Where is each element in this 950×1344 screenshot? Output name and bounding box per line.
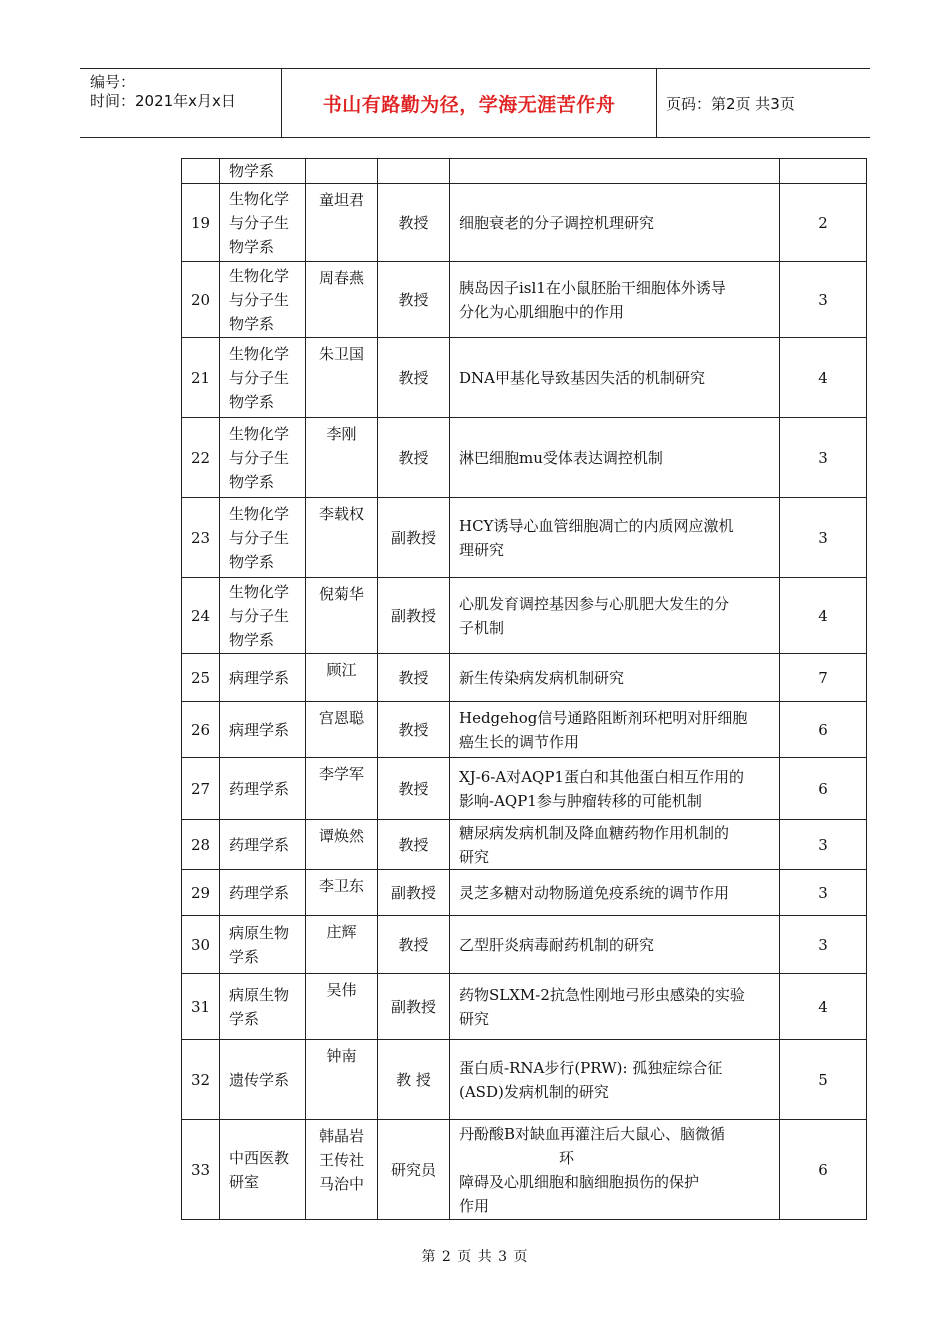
name-cell: [306, 702, 378, 758]
project-line: 灵芝多糖对动物肠道免疫系统的调节作用: [459, 883, 730, 902]
table-row: [182, 498, 867, 578]
name-line: 钟南: [326, 1047, 357, 1065]
name-line: 吴伟: [326, 981, 357, 999]
project-line: XJ-6-A对AQP1蛋白和其他蛋白相互作用的: [459, 767, 744, 786]
department-line: 物学系: [229, 552, 275, 571]
project-cell: [450, 1040, 780, 1120]
count-cell: 5: [780, 1040, 867, 1120]
title-cell: 副教授: [378, 974, 450, 1040]
table-row: [182, 338, 867, 418]
project-cell: [450, 654, 780, 702]
count-cell: 7: [780, 654, 867, 702]
document-number-label: 编号：: [90, 73, 136, 91]
row-index: 24: [182, 578, 220, 654]
row-index: 26: [182, 702, 220, 758]
department-line: 病理学系: [229, 720, 290, 739]
project-cell: [450, 1120, 780, 1220]
name-line: 李卫东: [318, 877, 364, 895]
department-cell: [220, 702, 306, 758]
project-line: 糖尿病发病机制及降血糖药物作用机制的: [459, 823, 730, 842]
name-line: 周春燕: [318, 269, 364, 287]
department-cell: [220, 974, 306, 1040]
row-index: 23: [182, 498, 220, 578]
project-line: 心肌发育调控基因参与心肌肥大发生的分: [459, 594, 730, 613]
department-line: 遗传学系: [229, 1070, 290, 1089]
row-index: 33: [182, 1120, 220, 1220]
table-row: [182, 974, 867, 1040]
department-line: 生物化学: [229, 266, 290, 285]
table-row: [182, 870, 867, 916]
department-line: 与分子生: [229, 448, 290, 467]
row-index: 29: [182, 870, 220, 916]
project-line: 淋巴细胞mu受体表达调控机制: [459, 448, 663, 467]
department-line: 与分子生: [229, 606, 290, 625]
department-line: 病原生物: [229, 985, 290, 1004]
department-line: 与分子生: [229, 368, 290, 387]
count-cell: 2: [780, 184, 867, 262]
page-header: [80, 68, 870, 138]
project-line: 研究: [459, 1009, 490, 1028]
header-motto: 书山有路勤为径，学海无涯苦作舟: [282, 69, 657, 137]
project-cell: [450, 974, 780, 1040]
department-line: 学系: [229, 1009, 260, 1028]
row-index: 21: [182, 338, 220, 418]
department-cell: [220, 578, 306, 654]
title-cell: 教授: [378, 758, 450, 820]
count-cell: [780, 159, 867, 184]
department-cell: [220, 916, 306, 974]
project-cell: [450, 578, 780, 654]
name-line: 顾江: [326, 661, 357, 679]
project-cell: [450, 338, 780, 418]
title-cell: 副教授: [378, 498, 450, 578]
department-cell: 物学系: [220, 159, 306, 184]
project-line: 乙型肝炎病毒耐药机制的研究: [459, 935, 655, 954]
row-index: 20: [182, 262, 220, 338]
project-line: Hedgehog信号通路阻断剂环杷明对肝细胞: [459, 708, 748, 727]
row-index: [182, 159, 220, 184]
count-cell: 4: [780, 338, 867, 418]
project-line: 分化为心肌细胞中的作用: [459, 302, 625, 321]
row-index: 31: [182, 974, 220, 1040]
title-cell: 教授: [378, 916, 450, 974]
header-page-info: 页码：第2页 共3页: [666, 94, 795, 113]
row-index: 25: [182, 654, 220, 702]
department-cell: [220, 418, 306, 498]
name-cell: [306, 916, 378, 974]
name-line: 庄辉: [326, 923, 357, 941]
title-cell: 副教授: [378, 870, 450, 916]
project-line: 研究: [459, 847, 490, 866]
department-line: 生物化学: [229, 504, 290, 523]
department-line: 研室: [229, 1172, 260, 1191]
project-cell: [450, 916, 780, 974]
department-line: 与分子生: [229, 213, 290, 232]
department-line: 病理学系: [229, 668, 290, 687]
department-line: 物学系: [229, 472, 275, 491]
name-cell: [306, 654, 378, 702]
project-cell: [450, 159, 780, 184]
name-cell: [306, 159, 378, 184]
project-line: 细胞衰老的分子调控机理研究: [459, 213, 655, 232]
project-cell: [450, 184, 780, 262]
name-line: 宫恩聪: [318, 709, 364, 727]
row-index: 22: [182, 418, 220, 498]
title-cell: 教授: [378, 338, 450, 418]
name-line: 韩晶岩: [318, 1127, 364, 1145]
table-row: [182, 654, 867, 702]
department-line: 物学系: [229, 392, 275, 411]
table-row: [182, 1120, 867, 1220]
name-line: 李刚: [326, 425, 357, 443]
table-row: [182, 184, 867, 262]
name-line: 童坦君: [318, 191, 364, 209]
table-row: [182, 758, 867, 820]
project-line: DNA甲基化导致基因失活的机制研究: [459, 368, 705, 387]
department-line: 药理学系: [229, 779, 290, 798]
department-line: 与分子生: [229, 290, 290, 309]
title-cell: 教授: [378, 262, 450, 338]
department-line: 生物化学: [229, 344, 290, 363]
project-line: 癌生长的调节作用: [459, 732, 580, 751]
name-cell: [306, 870, 378, 916]
project-line: 蛋白质-RNA步行(PRW): 孤独症综合征: [459, 1058, 723, 1077]
department-cell: [220, 820, 306, 870]
title-cell: 教授: [378, 184, 450, 262]
count-cell: 3: [780, 498, 867, 578]
department-cell: [220, 338, 306, 418]
header-meta: [80, 69, 282, 137]
table-row: [182, 916, 867, 974]
count-cell: 4: [780, 578, 867, 654]
row-index: 27: [182, 758, 220, 820]
project-cell: [450, 498, 780, 578]
row-index: 30: [182, 916, 220, 974]
title-cell: 教授: [378, 820, 450, 870]
department-line: 药理学系: [229, 835, 290, 854]
name-line: 李载权: [318, 505, 364, 523]
name-cell: [306, 974, 378, 1040]
project-cell: [450, 758, 780, 820]
department-line: 中西医教: [229, 1148, 290, 1167]
department-line: 学系: [229, 947, 260, 966]
row-index: 28: [182, 820, 220, 870]
project-line: 新生传染病发病机制研究: [459, 668, 625, 687]
project-cell: [450, 418, 780, 498]
faculty-project-table: [181, 158, 867, 1220]
project-line: 理研究: [459, 540, 505, 559]
count-cell: 6: [780, 758, 867, 820]
project-line: 环: [559, 1148, 575, 1167]
department-cell: [220, 184, 306, 262]
department-cell: [220, 870, 306, 916]
project-line: 作用: [459, 1196, 490, 1215]
table-row: [182, 820, 867, 870]
department-line: 物学系: [229, 314, 275, 333]
project-line: 子机制: [459, 618, 505, 637]
project-cell: [450, 262, 780, 338]
department-line: 生物化学: [229, 189, 290, 208]
table-row: [182, 1040, 867, 1120]
project-line: 药物SLXM-2抗急性刚地弓形虫感染的实验: [459, 985, 745, 1004]
count-cell: 3: [780, 418, 867, 498]
project-line: 胰岛因子isl1在小鼠胚胎干细胞体外诱导: [459, 278, 726, 297]
project-cell: [450, 820, 780, 870]
name-cell: [306, 1040, 378, 1120]
count-cell: 4: [780, 974, 867, 1040]
table-row: [182, 262, 867, 338]
name-cell: [306, 820, 378, 870]
name-line: 朱卫国: [318, 345, 364, 363]
title-cell: 教 授: [378, 1040, 450, 1120]
count-cell: 6: [780, 1120, 867, 1220]
department-cell: [220, 498, 306, 578]
project-line: 障碍及心肌细胞和脑细胞损伤的保护: [459, 1172, 700, 1191]
department-line: 药理学系: [229, 883, 290, 902]
department-cell: [220, 262, 306, 338]
name-cell: [306, 338, 378, 418]
count-cell: 6: [780, 702, 867, 758]
count-cell: 3: [780, 262, 867, 338]
title-cell: 教授: [378, 418, 450, 498]
table-row: [182, 702, 867, 758]
name-line: 谭焕然: [318, 827, 364, 845]
department-cell: [220, 758, 306, 820]
document-time-label: 时间：2021年x月x日: [90, 92, 236, 110]
count-cell: 3: [780, 820, 867, 870]
department-cell: [220, 1040, 306, 1120]
department-cell: [220, 654, 306, 702]
name-cell: [306, 418, 378, 498]
name-line: 李学军: [318, 765, 364, 783]
title-cell: 副教授: [378, 578, 450, 654]
department-line: 生物化学: [229, 424, 290, 443]
department-line: 与分子生: [229, 528, 290, 547]
title-cell: 研究员: [378, 1120, 450, 1220]
page-footer: 第 2 页 共 3 页: [421, 1249, 529, 1265]
department-line: 生物化学: [229, 582, 290, 601]
title-cell: 教授: [378, 654, 450, 702]
project-cell: [450, 870, 780, 916]
count-cell: 3: [780, 870, 867, 916]
project-line: (ASD)发病机制的研究: [459, 1082, 609, 1101]
department-cell: [220, 1120, 306, 1220]
name-cell: [306, 758, 378, 820]
name-line: 王传社: [318, 1151, 364, 1169]
row-index: 32: [182, 1040, 220, 1120]
name-cell: [306, 578, 378, 654]
title-cell: 教授: [378, 702, 450, 758]
name-cell: [306, 1120, 378, 1220]
name-cell: [306, 262, 378, 338]
department-line: 物学系: [229, 237, 275, 256]
project-cell: [450, 702, 780, 758]
name-line: 马治中: [318, 1175, 364, 1193]
title-cell: [378, 159, 450, 184]
row-index: 19: [182, 184, 220, 262]
name-line: 倪菊华: [318, 585, 364, 603]
department-line: 病原生物: [229, 923, 290, 942]
name-cell: [306, 498, 378, 578]
project-line: 影响-AQP1参与肿瘤转移的可能机制: [459, 791, 702, 810]
department-line: 物学系: [229, 630, 275, 649]
project-line: 丹酚酸B对缺血再灌注后大鼠心、脑微循: [459, 1124, 726, 1143]
name-cell: [306, 184, 378, 262]
count-cell: 3: [780, 916, 867, 974]
table-row: [182, 578, 867, 654]
table-row: [182, 159, 867, 184]
table-row: [182, 418, 867, 498]
project-line: HCY诱导心血管细胞凋亡的内质网应激机: [459, 516, 734, 535]
